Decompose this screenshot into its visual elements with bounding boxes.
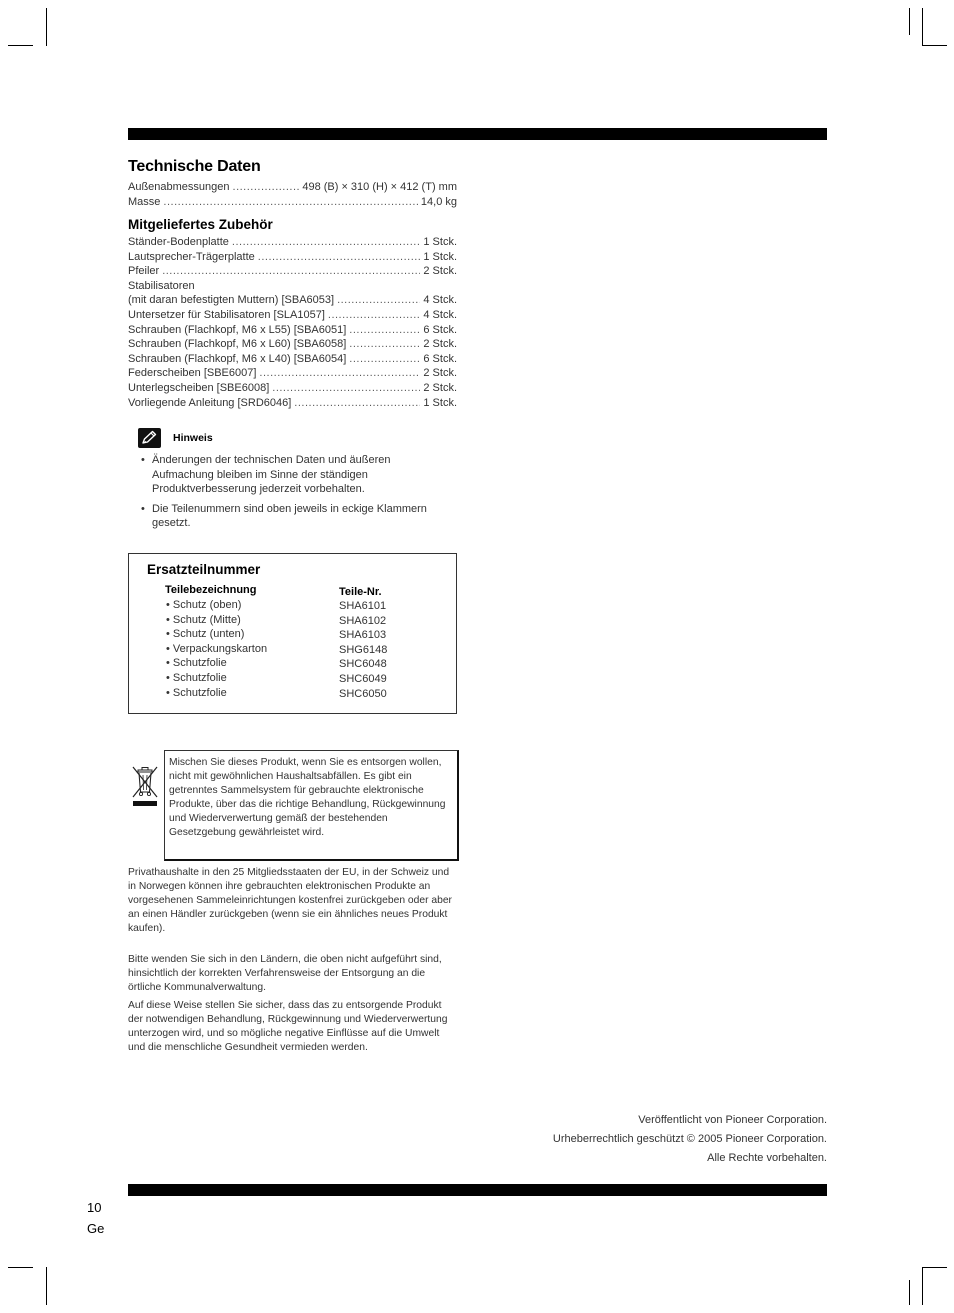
part-name-header: Teilebezeichnung [165, 584, 257, 596]
spec-row: Außenabmessungen ..... 498 (B) × 310 (H) × 412 (T) mm [128, 180, 457, 195]
note-item: • Die Teilenummern sind oben jeweils in eckige Klammern gesetzt. [140, 502, 440, 531]
part-name: • Schutzfolie [166, 657, 227, 670]
accessory-row: (mit daran befestigten Muttern) [SBA6053] ..... 4 Stck. [128, 293, 457, 308]
part-number: SHC6050 [339, 687, 387, 700]
page-number-value: 10 [87, 1200, 102, 1215]
part-number-header: Teile-Nr. [339, 586, 382, 598]
part-number: SHC6049 [339, 672, 387, 685]
accessory-row: Pfeiler ..... 2 Stck. [128, 264, 457, 279]
disposal-notice-box: Mischen Sie dieses Produkt, wenn Sie es entsorgen wollen, nicht mit gewöhnlichen Haushaltsabfällen. Es gibt ein getrenntes Sammelsystem für gebrauchte elektronische Produkte, über das die richtige Behandlung, Rückgewinnung und Wiederverwertung gemäß der bestehenden Gesetzgebung gewährleistet wird. [164, 750, 459, 861]
disposal-paragraph: Privathaushalte in den 25 Mitgliedsstaaten der EU, in der Schweiz und in Norwegen können ihre gebrauchten elektronischen Produkte an vorgesehenen Sammeleinrichtungen kostenfrei zurückgeben oder aber an einen Händler zurückgeben (wenn sie ein ähnliches neues Produkt kaufen). [128, 867, 452, 934]
part-name: • Verpackungskarton [166, 642, 268, 655]
part-number: SHG6148 [339, 643, 388, 656]
part-name: • Schutzfolie [166, 671, 227, 684]
accessory-row: Vorliegende Anleitung [SRD6046] ..... 1 Stck. [128, 396, 457, 411]
note-list [140, 453, 440, 536]
part-number: SHA6101 [339, 600, 387, 612]
specs-title: Technische Daten [128, 158, 261, 175]
part-number: SHA6102 [339, 614, 387, 627]
part-number: SHA6103 [339, 629, 387, 642]
header-bar [128, 128, 827, 140]
publisher-footer [553, 1111, 827, 1168]
disposal-paragraph: Auf diese Weise stellen Sie sicher, dass das zu entsorgende Produkt der notwendigen Behandlung, Rückgewinnung und Wiederverwertung unterzogen wird, und so mögliche negative Einflüsse auf die Umwelt und die menschliche Gesundheit vermieden werden. [128, 1000, 448, 1053]
accessory-row: Lautsprecher-Trägerplatte ..... 1 Stck. [128, 250, 457, 265]
page-language: Ge [87, 1221, 105, 1236]
part-number: SHC6048 [339, 658, 387, 671]
accessories-list [128, 235, 457, 410]
accessory-row: Schrauben (Flachkopf, M6 x L40) [SBA6054] ..... 6 Stck. [128, 352, 457, 367]
part-name: • Schutz (oben) [166, 599, 242, 611]
note-item: • Änderungen der technischen Daten und äußeren Aufmachung bleiben im Sinne der ständigen Produktverbesserung jederzeit vorbehalten. [140, 453, 440, 497]
accessory-row: Unterlegscheiben [SBE6008] ..... 2 Stck. [128, 381, 457, 396]
note-label: Hinweis [173, 432, 213, 444]
footer-bar [128, 1184, 827, 1196]
accessory-row: Schrauben (Flachkopf, M6 x L60) [SBA6058] ..... 2 Stck. [128, 337, 457, 352]
part-name: • Schutz (Mitte) [166, 613, 241, 626]
spec-row: Masse ..... 14,0 kg [128, 195, 457, 210]
note-pencil-icon [138, 428, 161, 448]
part-names [166, 598, 267, 700]
footer-line: Urheberrechtlich geschützt © 2005 Pioneer Corporation. [552, 1133, 827, 1145]
disposal-paragraph: Bitte wenden Sie sich in den Ländern, die oben nicht aufgeführt sind, hinsichtlich der korrekten Verfahrensweise der Entsorgung an die örtliche Kommunalverwaltung. [128, 954, 442, 993]
part-name: • Schutz (unten) [166, 628, 245, 641]
part-numbers [339, 599, 387, 701]
footer-line: Alle Rechte vorbehalten. [707, 1152, 827, 1164]
footer-line: Veröffentlicht von Pioneer Corporation. [638, 1114, 827, 1126]
accessory-row: Federscheiben [SBE6007] ..... 2 Stck. [128, 366, 457, 381]
accessories-title: Mitgeliefertes Zubehör [128, 217, 273, 232]
part-name: • Schutzfolie [166, 686, 227, 699]
accessory-row: Ständer-Bodenplatte ..... 1 Stck. [128, 235, 457, 250]
accessory-row: Schrauben (Flachkopf, M6 x L55) [SBA6051] ..... 6 Stck. [128, 323, 457, 338]
spare-parts-box [128, 553, 457, 714]
page-number [87, 1197, 104, 1239]
crossed-bin-icon [130, 764, 160, 808]
accessory-row: Stabilisatoren [128, 279, 195, 292]
specs-list [128, 180, 457, 209]
spare-parts-title: Ersatzteilnummer [147, 562, 261, 577]
accessory-row: Untersetzer für Stabilisatoren [SLA1057] ..... 4 Stck. [128, 308, 457, 323]
